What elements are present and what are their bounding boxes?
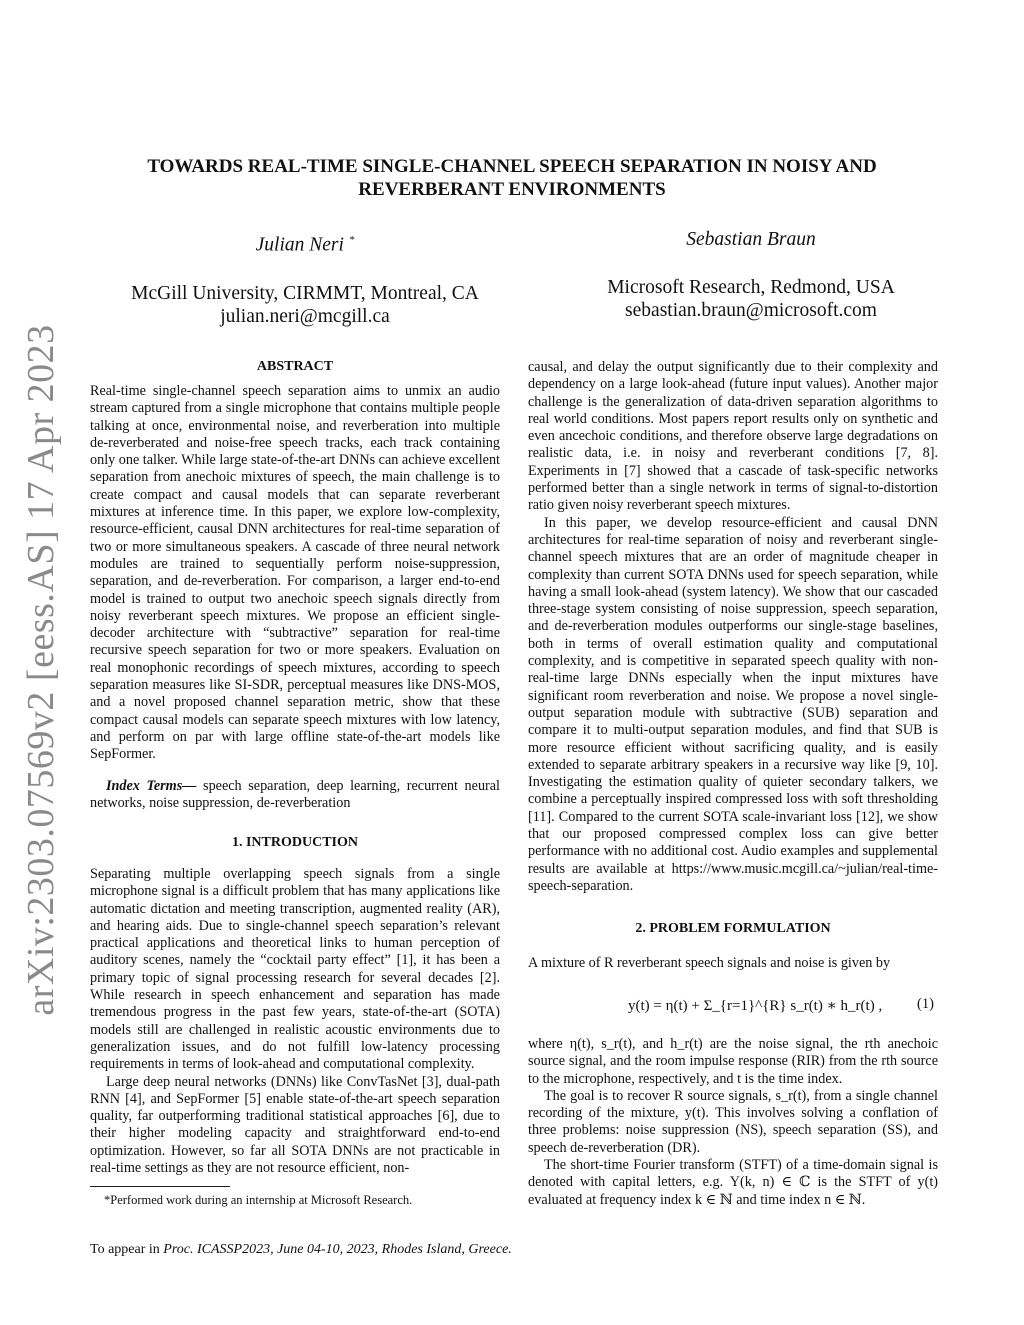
author-affiliation: Microsoft Research, Redmond, USA (607, 277, 895, 298)
abstract-paragraph: Real-time single-channel speech separation aims to unmix an audio stream captured from a single microphone that contains multiple people talking at once, environmental noise, and reverberation into multiple de-reverberated and noise-free speech tracks, each track containing only one talker. While large state-of-the-art DNNs can achieve excellent separation from anechoic mixtures of speech, the main challenge is to create compact and causal models that can separate reverberant mixtures at inference time. In this paper, we explore low-complexity, resource-efficient, causal DNN architectures for real-time separation of two or more simultaneous speakers. A cascade of three neural network modules are trained to sequentially perform noise-suppression, separation, and de-reverberation. For comparison, a larger end-to-end model is trained to output two anechoic speech signals directly from noisy reverberant speech mixtures. We propose an efficient single-decoder architecture with “subtractive” separation for real-time recursive speech separation for two or more speakers. Evaluation on real monophonic recordings of speech mixtures, according to speech separation measures like SI-SDR, perceptual measures like DNS-MOS, and a novel proposed channel separation metric, show that these compact causal models can separate speech mixtures with low latency, and perform on par with large offline state-of-the-art models like SepFormer. (90, 383, 500, 763)
equation-1: y(t) = η(t) + Σ_{r=1}^{R} s_r(t) ∗ h_r(t) , (628, 998, 883, 1014)
intro-paragraph-2: Large deep neural networks (DNNs) like ConvTasNet [3], dual-path RNN [4], and SepFormer [5] enable state-of-the-art speech separation quality, far outperforming traditional statistical approaches [6], due to their higher modeling capacity and straightforward end-to-end optimization. However, so far all SOTA DNNs are not practicable in real-time settings as they are not resource efficient, non- (90, 1073, 500, 1177)
appear-note: To appear in Proc. ICASSP2023, June 04-10, 2023, Rhodes Island, Greece. (90, 1242, 512, 1257)
author-email[interactable]: julian.neri@mcgill.ca (220, 305, 390, 327)
footnote-rule (90, 1186, 230, 1187)
equation-number: (1) (917, 996, 934, 1012)
intro-paragraph-3: In this paper, we develop resource-efficient and causal DNN architectures for real-time separation of noisy and reverberant single-channel speech mixtures that are an order of magnitude cheaper in complexity than current SOTA DNNs used for speech separation, while having a small look-ahead (system latency). We show that our cascaded three-stage system consisting of noise suppression, speech separation, and de-reverberation modules outperforms our single-stage baselines, both in terms of overall estimation quality and computational complexity, and is competitive in separated speech quality with non-real-time large DNNs especially when the input mixtures have significant room reverberation and noise. We propose a novel single-output separation module with subtractive (SUB) separation and compare it to multi-output separation modules, and find that SUB is more resource efficient without sacrificing quality, and is easily extended to separate arbitrary speakers in a recursive way like [9, 10]. Investigating the estimation quality of quieter secondary talkers, we combine a perceptually inspired compressed loss with soft thresholding [11]. Compared to the current SOTA scale-invariant loss [12], we show that our proposed compressed complex loss can give better performance with no additional cost. Audio examples and supplemental results are available at https://www.music.mcgill.ca/~julian/real-time-speech-separation. (528, 514, 938, 894)
problem-paragraph-3: The goal is to recover R source signals, s_r(t), from a single channel recording of the mixture, y(t). This involves solving a conflation of three problems: noise suppression (NS), speech separation (SS), and speech de-reverberation (DR). (528, 1087, 938, 1156)
intro-paragraph-1: Separating multiple overlapping speech signals from a single microphone signal is a difficult problem that has many applications like automatic dictation and meeting transcription, augmented reality (AR), and hearing aids. Due to single-channel speech separation’s relevant practical applications and theoretical links to human perception of auditory scenes, namely the “cocktail party effect” [1], it has been a primary topic of signal processing research for several decades [2]. While research in speech enhancement and separation has made tremendous progress in the past few years, state-of-the-art (SOTA) models still are challenged in realistic acoustic environments due to generalization issues, and do not fulfill low-latency processing requirements in terms of look-ahead and computational complexity. (90, 866, 500, 1073)
problem-intro (528, 955, 938, 972)
intro-text-left (90, 866, 500, 1177)
author-name: Sebastian Braun (686, 229, 816, 250)
arxiv-sidebar-stamp (8, 324, 74, 1016)
title-line-1: TOWARDS REAL-TIME SINGLE-CHANNEL SPEECH SEPARATION IN NOISY AND (147, 156, 877, 177)
section-heading-problem-formulation: 2. PROBLEM FORMULATION (635, 921, 831, 936)
problem-paragraph-4: The short-time Fourier transform (STFT) of a time-domain signal is denoted with capital letters, e.g. Y(k, n) ∈ ℂ is the STFT of y(t) evaluated at frequency index k ∈ ℕ and time index n ∈ ℕ. (528, 1157, 938, 1208)
problem-text (528, 1036, 938, 1209)
index-terms (90, 778, 500, 813)
index-terms-label: Index Terms— (106, 778, 197, 794)
index-terms-text: speech separation, deep learning, recurrent neural networks, noise suppression, de-reverberation (90, 778, 500, 812)
intro-paragraph-2-continued: causal, and delay the output significantly due to their complexity and dependency on a large look-ahead (future input values). Another major challenge is the generalization of data-driven separation algorithms to real world conditions. Most papers report results only on synthetic and even ancechoic conditions, and therefore observe large degradations on realistic data, i.e. in noisy and reverberant conditions [7, 8]. Experiments in [7] showed that a cascade of task-specific networks performed better than a single network in terms of signal-to-distortion ratio given noisy reverberant speech mixtures. (528, 359, 938, 514)
abstract-heading: ABSTRACT (256, 359, 334, 374)
section-heading-introduction: 1. INTRODUCTION (231, 835, 358, 850)
arxiv-id: arXiv:2303.07569v2 [eess.AS] 17 Apr 2023 (20, 324, 62, 1016)
title-line-2: REVERBERANT ENVIRONMENTS (358, 179, 666, 200)
abstract-text (90, 383, 500, 764)
problem-paragraph-1: A mixture of R reverberant speech signals and noise is given by (528, 955, 891, 971)
author-name: Julian Neri * (255, 234, 355, 256)
author-affiliation: McGill University, CIRMMT, Montreal, CA (131, 282, 479, 304)
author-email[interactable]: sebastian.braun@microsoft.com (625, 300, 877, 321)
footnote: *Performed work during an internship at Microsoft Research. (104, 1193, 413, 1207)
paper-title (90, 155, 934, 201)
author-block-2 (541, 228, 961, 322)
author-block-1 (95, 228, 515, 328)
problem-paragraph-2: where η(t), s_r(t), and h_r(t) are the noise signal, the rth anechoic source signal, and the room impulse response (RIR) from the rth source to the microphone, respectively, and t is the time index. (528, 1036, 938, 1087)
intro-text-right (528, 359, 938, 895)
